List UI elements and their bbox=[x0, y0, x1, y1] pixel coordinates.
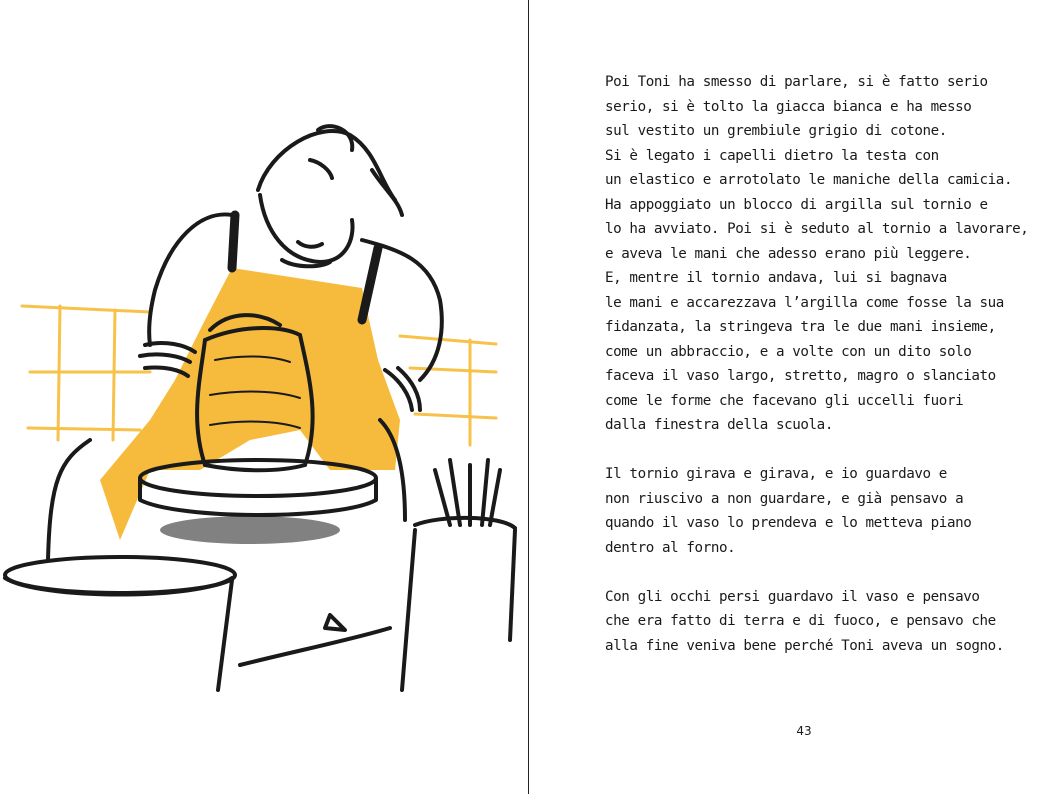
paragraph bbox=[605, 70, 1029, 438]
text-line: come un abbraccio, e a volte con un dito solo bbox=[605, 343, 972, 360]
text-line: Ha appoggiato un blocco di argilla sul tornio e bbox=[605, 196, 988, 213]
story-text bbox=[605, 70, 1029, 683]
page-number: 43 bbox=[796, 724, 812, 738]
text-line: faceva il vaso largo, stretto, magro o slanciato bbox=[605, 368, 996, 384]
text-line: dalla finestra della scuola. bbox=[605, 417, 833, 433]
text-line: sul vestito un grembiule grigio di cotone. bbox=[605, 123, 947, 139]
text-line: fidanzata, la stringeva tra le due mani insieme, bbox=[605, 319, 996, 335]
potter-at-wheel-icon bbox=[0, 100, 529, 700]
text-line: Poi Toni ha smesso di parlare, si è fatto serio bbox=[605, 74, 988, 90]
text-line: alla fine veniva bene perché Toni aveva un sogno. bbox=[605, 637, 1004, 654]
text-line: non riuscivo a non guardare, e già pensavo a bbox=[605, 490, 964, 507]
text-line: serio, si è tolto la giacca bianca e ha messo bbox=[605, 98, 972, 115]
paragraph bbox=[605, 585, 1025, 659]
text-line: le mani e accarezzava l’argilla come fosse la sua bbox=[605, 294, 1004, 311]
text-line: Con gli occhi persi guardavo il vaso e pensavo bbox=[605, 588, 980, 605]
apron bbox=[100, 268, 400, 540]
text-line: che era fatto di terra e di fuoco, e pensavo che bbox=[605, 613, 996, 629]
text-line: lo ha avviato. Poi si è seduto al tornio a lavorare, bbox=[605, 221, 1029, 237]
text-line: Il tornio girava e girava, e io guardavo e bbox=[605, 466, 947, 482]
text-line: come le forme che facevano gli uccelli fuori bbox=[605, 392, 964, 409]
text-line: un elastico e arrotolato le maniche della camicia. bbox=[605, 172, 1013, 188]
right-page bbox=[529, 0, 1058, 794]
text-line: Si è legato i capelli dietro la testa con bbox=[605, 147, 939, 164]
wheel-shadow bbox=[160, 516, 340, 544]
text-line: dentro al forno. bbox=[605, 539, 736, 556]
paragraph bbox=[605, 462, 1025, 560]
text-line: E, mentre il tornio andava, lui si bagnava bbox=[605, 270, 947, 286]
text-line: e aveva le mani che adesso erano più leggere. bbox=[605, 245, 972, 262]
text-line: quando il vaso lo prendeva e lo metteva piano bbox=[605, 515, 972, 531]
